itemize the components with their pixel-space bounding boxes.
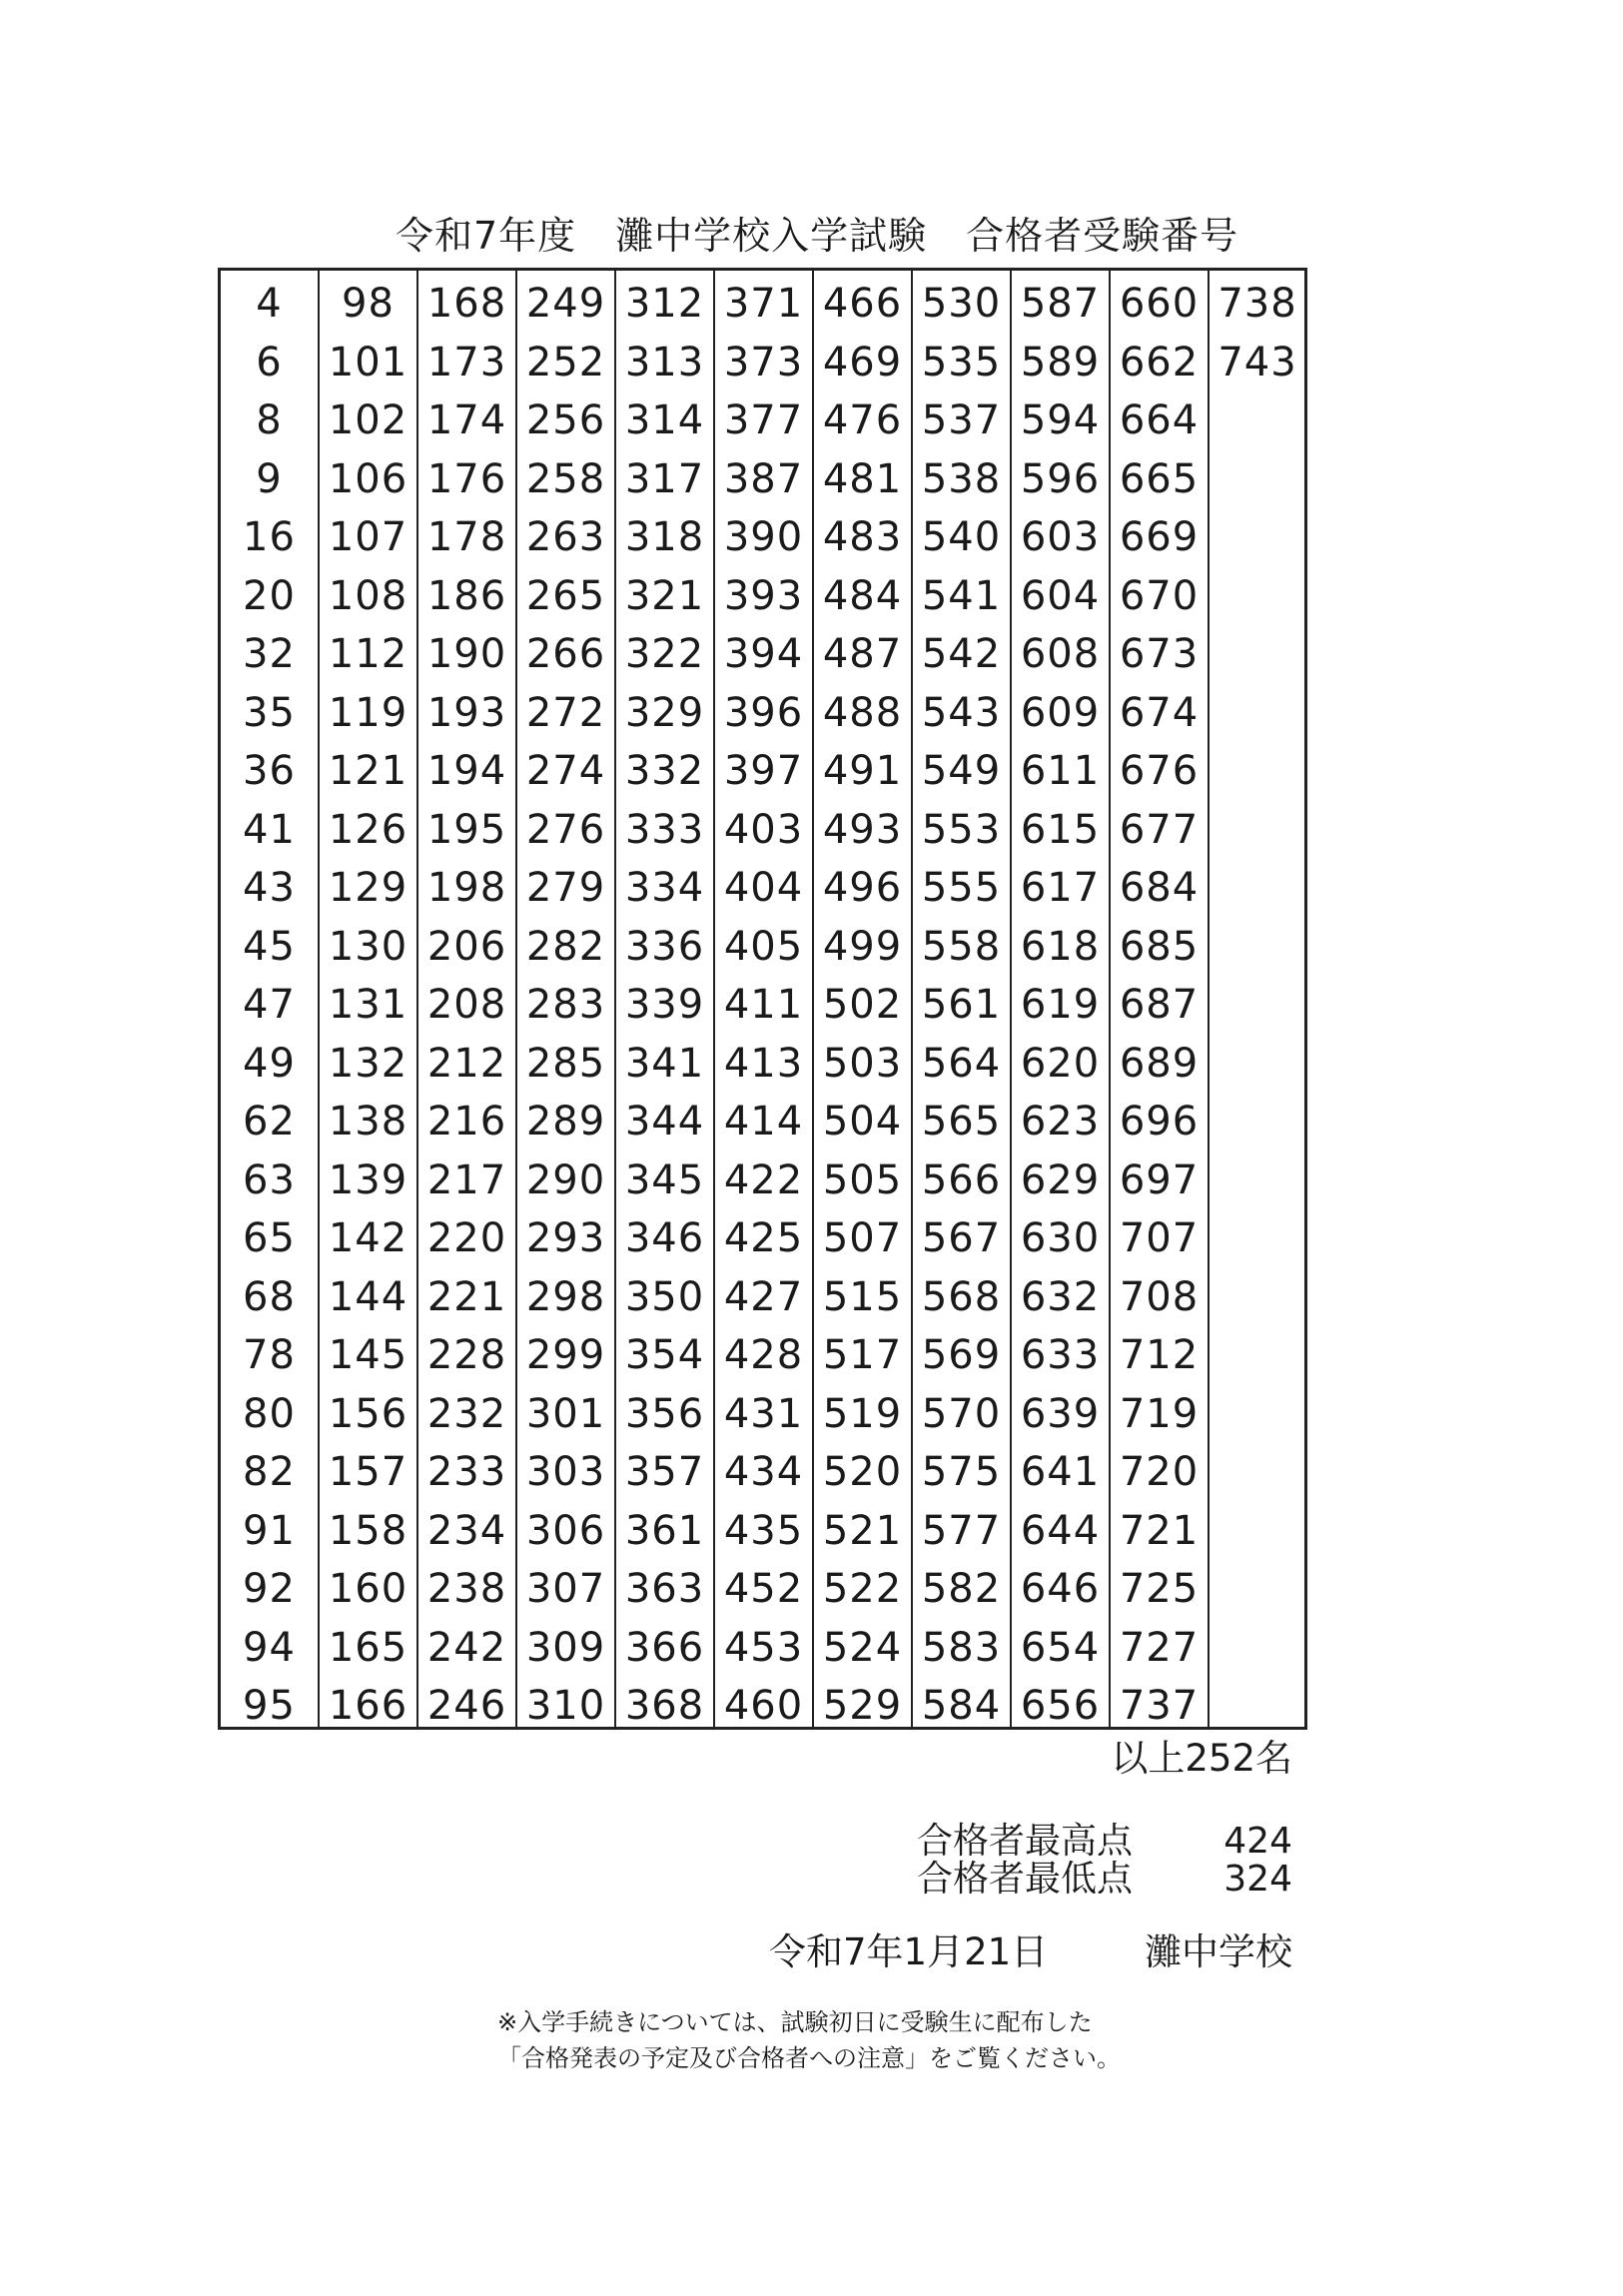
exam-number: 238 bbox=[426, 1566, 507, 1612]
exam-number: 156 bbox=[328, 1390, 408, 1437]
announcement-date: 令和7年1月21日 bbox=[769, 1930, 1049, 1973]
exam-number: 363 bbox=[624, 1566, 705, 1612]
exam-number: 435 bbox=[723, 1507, 804, 1554]
exam-number: 95 bbox=[243, 1683, 296, 1729]
highest-score-row bbox=[917, 1822, 1292, 1862]
exam-number: 43 bbox=[243, 865, 296, 911]
exam-number: 98 bbox=[342, 281, 395, 327]
number-column bbox=[1210, 271, 1305, 1727]
note-line-1: ※入学手続きについては、試験初日に受験生に配布した bbox=[497, 2008, 1093, 2036]
exam-number: 538 bbox=[921, 455, 1002, 502]
exam-number: 232 bbox=[426, 1390, 507, 1437]
exam-number: 220 bbox=[426, 1215, 507, 1261]
exam-number: 341 bbox=[624, 1040, 705, 1087]
exam-number: 329 bbox=[624, 689, 705, 736]
exam-number: 697 bbox=[1119, 1156, 1200, 1203]
exam-number: 8 bbox=[256, 397, 283, 443]
exam-number: 673 bbox=[1119, 631, 1200, 677]
exam-number: 466 bbox=[822, 281, 903, 327]
lowest-score-label: 合格者最低点 bbox=[917, 1859, 1134, 1900]
exam-number: 132 bbox=[328, 1040, 408, 1087]
exam-number: 609 bbox=[1020, 689, 1101, 736]
exam-number: 131 bbox=[328, 982, 408, 1028]
exam-number: 317 bbox=[624, 455, 705, 502]
exam-number: 618 bbox=[1020, 923, 1101, 970]
exam-number: 195 bbox=[426, 806, 507, 853]
exam-number: 289 bbox=[525, 1099, 606, 1145]
exam-number: 318 bbox=[624, 514, 705, 560]
exam-number: 336 bbox=[624, 923, 705, 970]
exam-number: 558 bbox=[921, 923, 1002, 970]
exam-number: 396 bbox=[723, 689, 804, 736]
exam-number: 283 bbox=[525, 982, 606, 1028]
exam-number: 178 bbox=[426, 514, 507, 560]
exam-number: 82 bbox=[243, 1449, 296, 1495]
exam-number: 361 bbox=[624, 1507, 705, 1554]
number-column bbox=[1111, 271, 1210, 1727]
exam-number: 669 bbox=[1119, 514, 1200, 560]
exam-number: 91 bbox=[243, 1507, 296, 1554]
exam-number: 582 bbox=[921, 1566, 1002, 1612]
exam-number: 371 bbox=[723, 281, 804, 327]
exam-number: 540 bbox=[921, 514, 1002, 560]
exam-number: 119 bbox=[328, 689, 408, 736]
exam-number: 49 bbox=[243, 1040, 296, 1087]
exam-number: 654 bbox=[1020, 1624, 1101, 1671]
exam-number: 290 bbox=[525, 1156, 606, 1203]
number-column bbox=[517, 271, 616, 1727]
exam-number: 570 bbox=[921, 1390, 1002, 1437]
exam-number: 504 bbox=[822, 1099, 903, 1145]
exam-number: 660 bbox=[1119, 281, 1200, 327]
exam-number: 313 bbox=[624, 339, 705, 385]
exam-number: 403 bbox=[723, 806, 804, 853]
exam-number: 9 bbox=[256, 455, 283, 502]
number-column bbox=[221, 271, 320, 1727]
exam-number: 535 bbox=[921, 339, 1002, 385]
exam-number: 266 bbox=[525, 631, 606, 677]
exam-number: 368 bbox=[624, 1683, 705, 1729]
exam-number: 279 bbox=[525, 865, 606, 911]
exam-number: 366 bbox=[624, 1624, 705, 1671]
exam-number: 434 bbox=[723, 1449, 804, 1495]
number-column bbox=[418, 271, 517, 1727]
exam-number: 721 bbox=[1119, 1507, 1200, 1554]
exam-number: 357 bbox=[624, 1449, 705, 1495]
exam-number: 346 bbox=[624, 1215, 705, 1261]
exam-number: 493 bbox=[822, 806, 903, 853]
exam-number: 712 bbox=[1119, 1332, 1200, 1378]
exam-number: 413 bbox=[723, 1040, 804, 1087]
exam-number: 469 bbox=[822, 339, 903, 385]
exam-number: 520 bbox=[822, 1449, 903, 1495]
exam-number: 208 bbox=[426, 982, 507, 1028]
exam-number: 126 bbox=[328, 806, 408, 853]
exam-number: 322 bbox=[624, 631, 705, 677]
number-column bbox=[715, 271, 814, 1727]
exam-number: 298 bbox=[525, 1273, 606, 1320]
exam-number: 460 bbox=[723, 1683, 804, 1729]
exam-number: 496 bbox=[822, 865, 903, 911]
exam-number: 687 bbox=[1119, 982, 1200, 1028]
exam-number: 665 bbox=[1119, 455, 1200, 502]
exam-number: 303 bbox=[525, 1449, 606, 1495]
exam-number: 274 bbox=[525, 748, 606, 794]
exam-number: 617 bbox=[1020, 865, 1101, 911]
exam-number: 282 bbox=[525, 923, 606, 970]
exam-number: 106 bbox=[328, 455, 408, 502]
exam-number: 138 bbox=[328, 1099, 408, 1145]
exam-number: 190 bbox=[426, 631, 507, 677]
exam-number: 166 bbox=[328, 1683, 408, 1729]
exam-number: 543 bbox=[921, 689, 1002, 736]
exam-number: 676 bbox=[1119, 748, 1200, 794]
exam-number: 194 bbox=[426, 748, 507, 794]
exam-number: 488 bbox=[822, 689, 903, 736]
exam-number: 481 bbox=[822, 455, 903, 502]
exam-number: 263 bbox=[525, 514, 606, 560]
exam-number: 517 bbox=[822, 1332, 903, 1378]
exam-number: 393 bbox=[723, 572, 804, 619]
exam-number: 101 bbox=[328, 339, 408, 385]
exam-number: 684 bbox=[1119, 865, 1200, 911]
exam-number: 36 bbox=[243, 748, 296, 794]
exam-number: 487 bbox=[822, 631, 903, 677]
exam-number: 41 bbox=[243, 806, 296, 853]
school-name: 灘中学校 bbox=[1145, 1930, 1292, 1973]
exam-number: 530 bbox=[921, 281, 1002, 327]
exam-number: 45 bbox=[243, 923, 296, 970]
exam-number: 431 bbox=[723, 1390, 804, 1437]
exam-number: 32 bbox=[243, 631, 296, 677]
exam-number: 249 bbox=[525, 281, 606, 327]
exam-number: 452 bbox=[723, 1566, 804, 1612]
exam-number: 632 bbox=[1020, 1273, 1101, 1320]
exam-number: 428 bbox=[723, 1332, 804, 1378]
exam-number: 483 bbox=[822, 514, 903, 560]
exam-number: 411 bbox=[723, 982, 804, 1028]
exam-number: 321 bbox=[624, 572, 705, 619]
exam-number: 217 bbox=[426, 1156, 507, 1203]
exam-number: 553 bbox=[921, 806, 1002, 853]
exam-number: 662 bbox=[1119, 339, 1200, 385]
exam-number: 35 bbox=[243, 689, 296, 736]
exam-number: 427 bbox=[723, 1273, 804, 1320]
exam-number: 306 bbox=[525, 1507, 606, 1554]
number-column bbox=[814, 271, 913, 1727]
exam-number: 173 bbox=[426, 339, 507, 385]
exam-number: 615 bbox=[1020, 806, 1101, 853]
exam-number: 158 bbox=[328, 1507, 408, 1554]
exam-number: 285 bbox=[525, 1040, 606, 1087]
exam-number: 696 bbox=[1119, 1099, 1200, 1145]
exam-number: 630 bbox=[1020, 1215, 1101, 1261]
exam-number: 646 bbox=[1020, 1566, 1101, 1612]
exam-number: 569 bbox=[921, 1332, 1002, 1378]
exam-number: 144 bbox=[328, 1273, 408, 1320]
exam-number: 193 bbox=[426, 689, 507, 736]
exam-number: 519 bbox=[822, 1390, 903, 1437]
exam-number: 6 bbox=[256, 339, 283, 385]
exam-number: 603 bbox=[1020, 514, 1101, 560]
exam-number: 112 bbox=[328, 631, 408, 677]
exam-number: 629 bbox=[1020, 1156, 1101, 1203]
exam-number: 719 bbox=[1119, 1390, 1200, 1437]
exam-number: 160 bbox=[328, 1566, 408, 1612]
exam-number: 594 bbox=[1020, 397, 1101, 443]
exam-number: 568 bbox=[921, 1273, 1002, 1320]
exam-number: 425 bbox=[723, 1215, 804, 1261]
exam-number: 561 bbox=[921, 982, 1002, 1028]
exam-number: 165 bbox=[328, 1624, 408, 1671]
exam-number: 453 bbox=[723, 1624, 804, 1671]
exam-number: 314 bbox=[624, 397, 705, 443]
exam-number: 476 bbox=[822, 397, 903, 443]
exam-number: 345 bbox=[624, 1156, 705, 1203]
exam-number: 633 bbox=[1020, 1332, 1101, 1378]
exam-number: 174 bbox=[426, 397, 507, 443]
exam-number: 350 bbox=[624, 1273, 705, 1320]
exam-number: 121 bbox=[328, 748, 408, 794]
exam-number: 47 bbox=[243, 982, 296, 1028]
exam-number: 265 bbox=[525, 572, 606, 619]
highest-score-value: 424 bbox=[1223, 1821, 1292, 1862]
exam-number: 293 bbox=[525, 1215, 606, 1261]
exam-number: 186 bbox=[426, 572, 507, 619]
exam-number: 334 bbox=[624, 865, 705, 911]
exam-number: 168 bbox=[426, 281, 507, 327]
exam-number: 80 bbox=[243, 1390, 296, 1437]
exam-number: 206 bbox=[426, 923, 507, 970]
exam-number: 258 bbox=[525, 455, 606, 502]
exam-number: 310 bbox=[525, 1683, 606, 1729]
exam-number: 65 bbox=[243, 1215, 296, 1261]
exam-number: 198 bbox=[426, 865, 507, 911]
exam-number: 664 bbox=[1119, 397, 1200, 443]
page-title: 令和7年度 灘中学校入学試験 合格者受験番号 bbox=[396, 214, 1239, 258]
exam-number: 549 bbox=[921, 748, 1002, 794]
exam-number: 107 bbox=[328, 514, 408, 560]
exam-number: 390 bbox=[723, 514, 804, 560]
exam-number: 157 bbox=[328, 1449, 408, 1495]
exam-number: 685 bbox=[1119, 923, 1200, 970]
exam-number: 583 bbox=[921, 1624, 1002, 1671]
exam-number: 641 bbox=[1020, 1449, 1101, 1495]
exam-number: 94 bbox=[243, 1624, 296, 1671]
exam-number: 252 bbox=[525, 339, 606, 385]
exam-number: 491 bbox=[822, 748, 903, 794]
exam-number: 670 bbox=[1119, 572, 1200, 619]
exam-number: 521 bbox=[822, 1507, 903, 1554]
exam-number: 356 bbox=[624, 1390, 705, 1437]
exam-number: 102 bbox=[328, 397, 408, 443]
exam-number: 505 bbox=[822, 1156, 903, 1203]
exam-number: 619 bbox=[1020, 982, 1101, 1028]
exam-number: 246 bbox=[426, 1683, 507, 1729]
exam-number: 542 bbox=[921, 631, 1002, 677]
exam-number: 515 bbox=[822, 1273, 903, 1320]
exam-number: 377 bbox=[723, 397, 804, 443]
exam-number: 333 bbox=[624, 806, 705, 853]
exam-number: 596 bbox=[1020, 455, 1101, 502]
exam-number: 575 bbox=[921, 1449, 1002, 1495]
passing-numbers-table bbox=[218, 268, 1307, 1730]
exam-number: 656 bbox=[1020, 1683, 1101, 1729]
exam-number: 502 bbox=[822, 982, 903, 1028]
exam-number: 344 bbox=[624, 1099, 705, 1145]
exam-number: 674 bbox=[1119, 689, 1200, 736]
exam-number: 139 bbox=[328, 1156, 408, 1203]
exam-number: 78 bbox=[243, 1332, 296, 1378]
exam-number: 221 bbox=[426, 1273, 507, 1320]
exam-number: 272 bbox=[525, 689, 606, 736]
exam-number: 387 bbox=[723, 455, 804, 502]
exam-number: 707 bbox=[1119, 1215, 1200, 1261]
exam-number: 354 bbox=[624, 1332, 705, 1378]
exam-number: 309 bbox=[525, 1624, 606, 1671]
exam-number: 332 bbox=[624, 748, 705, 794]
exam-number: 145 bbox=[328, 1332, 408, 1378]
exam-number: 689 bbox=[1119, 1040, 1200, 1087]
number-column bbox=[1012, 271, 1111, 1727]
lowest-score-value: 324 bbox=[1223, 1859, 1292, 1900]
exam-number: 639 bbox=[1020, 1390, 1101, 1437]
exam-number: 373 bbox=[723, 339, 804, 385]
number-column bbox=[913, 271, 1012, 1727]
exam-number: 233 bbox=[426, 1449, 507, 1495]
number-column bbox=[616, 271, 715, 1727]
exam-number: 611 bbox=[1020, 748, 1101, 794]
exam-number: 589 bbox=[1020, 339, 1101, 385]
exam-number: 529 bbox=[822, 1683, 903, 1729]
exam-number: 142 bbox=[328, 1215, 408, 1261]
exam-number: 499 bbox=[822, 923, 903, 970]
exam-number: 20 bbox=[243, 572, 296, 619]
exam-number: 339 bbox=[624, 982, 705, 1028]
exam-number: 394 bbox=[723, 631, 804, 677]
exam-number: 404 bbox=[723, 865, 804, 911]
exam-number: 92 bbox=[243, 1566, 296, 1612]
exam-number: 312 bbox=[624, 281, 705, 327]
exam-number: 567 bbox=[921, 1215, 1002, 1261]
exam-number: 727 bbox=[1119, 1624, 1200, 1671]
exam-number: 228 bbox=[426, 1332, 507, 1378]
exam-number: 743 bbox=[1217, 339, 1297, 385]
exam-number: 242 bbox=[426, 1624, 507, 1671]
exam-number: 720 bbox=[1119, 1449, 1200, 1495]
exam-number: 216 bbox=[426, 1099, 507, 1145]
exam-number: 524 bbox=[822, 1624, 903, 1671]
number-column bbox=[320, 271, 418, 1727]
exam-number: 584 bbox=[921, 1683, 1002, 1729]
exam-number: 725 bbox=[1119, 1566, 1200, 1612]
exam-number: 63 bbox=[243, 1156, 296, 1203]
exam-number: 276 bbox=[525, 806, 606, 853]
exam-number: 68 bbox=[243, 1273, 296, 1320]
exam-number: 608 bbox=[1020, 631, 1101, 677]
note-line-2: 「合格発表の予定及び合格者への注意」をご覧ください。 bbox=[497, 2044, 1121, 2072]
exam-number: 405 bbox=[723, 923, 804, 970]
exam-number: 414 bbox=[723, 1099, 804, 1145]
exam-number: 397 bbox=[723, 748, 804, 794]
exam-number: 484 bbox=[822, 572, 903, 619]
exam-number: 299 bbox=[525, 1332, 606, 1378]
exam-number: 677 bbox=[1119, 806, 1200, 853]
highest-score-label: 合格者最高点 bbox=[917, 1821, 1134, 1862]
exam-number: 537 bbox=[921, 397, 1002, 443]
exam-number: 176 bbox=[426, 455, 507, 502]
exam-number: 234 bbox=[426, 1507, 507, 1554]
total-count: 以上252名 bbox=[1111, 1737, 1292, 1780]
exam-number: 522 bbox=[822, 1566, 903, 1612]
exam-number: 422 bbox=[723, 1156, 804, 1203]
exam-number: 16 bbox=[243, 514, 296, 560]
lowest-score-row bbox=[917, 1860, 1292, 1900]
exam-number: 130 bbox=[328, 923, 408, 970]
exam-number: 503 bbox=[822, 1040, 903, 1087]
exam-number: 507 bbox=[822, 1215, 903, 1261]
exam-number: 737 bbox=[1119, 1683, 1200, 1729]
exam-number: 4 bbox=[256, 281, 283, 327]
exam-number: 62 bbox=[243, 1099, 296, 1145]
exam-number: 577 bbox=[921, 1507, 1002, 1554]
exam-number: 307 bbox=[525, 1566, 606, 1612]
exam-number: 301 bbox=[525, 1390, 606, 1437]
exam-number: 604 bbox=[1020, 572, 1101, 619]
exam-number: 623 bbox=[1020, 1099, 1101, 1145]
exam-number: 708 bbox=[1119, 1273, 1200, 1320]
exam-number: 644 bbox=[1020, 1507, 1101, 1554]
exam-number: 555 bbox=[921, 865, 1002, 911]
exam-number: 738 bbox=[1217, 281, 1297, 327]
exam-number: 587 bbox=[1020, 281, 1101, 327]
exam-number: 541 bbox=[921, 572, 1002, 619]
exam-number: 566 bbox=[921, 1156, 1002, 1203]
exam-number: 564 bbox=[921, 1040, 1002, 1087]
exam-number: 108 bbox=[328, 572, 408, 619]
exam-number: 256 bbox=[525, 397, 606, 443]
exam-number: 565 bbox=[921, 1099, 1002, 1145]
exam-number: 212 bbox=[426, 1040, 507, 1087]
exam-number: 129 bbox=[328, 865, 408, 911]
exam-number: 620 bbox=[1020, 1040, 1101, 1087]
